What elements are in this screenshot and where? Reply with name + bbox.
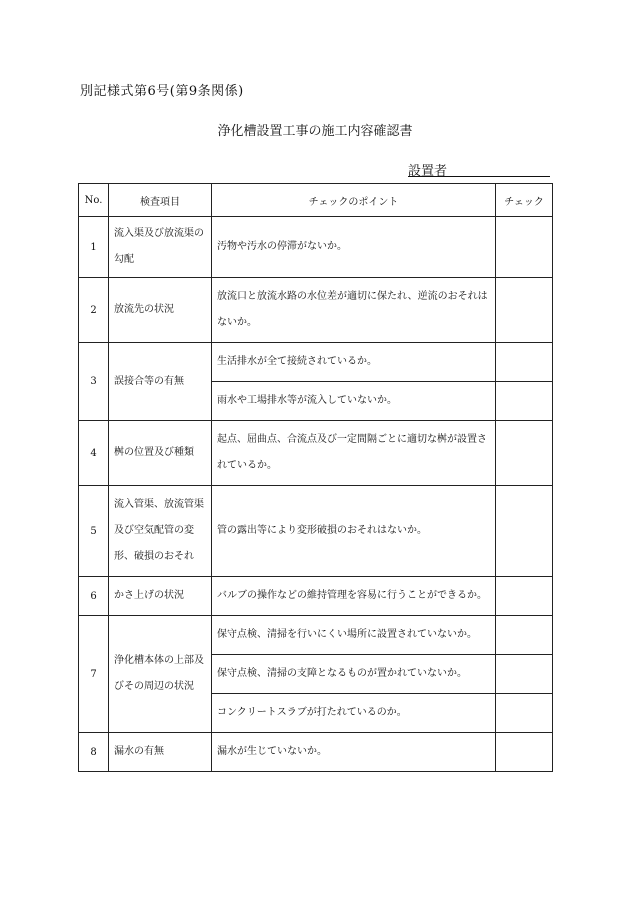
table-row (79, 421, 553, 486)
check-cell[interactable] (496, 486, 553, 577)
installer-label: 設置者 (408, 164, 448, 179)
inspection-item: かさ上げの状況 (109, 577, 212, 616)
row-number: 8 (79, 733, 109, 772)
check-cell[interactable] (496, 733, 553, 772)
check-cell[interactable] (496, 616, 553, 655)
check-cell[interactable] (496, 655, 553, 694)
row-number: 6 (79, 577, 109, 616)
row-number: 1 (79, 217, 109, 278)
installer-field (408, 160, 550, 177)
row-number: 2 (79, 278, 109, 343)
form-number: 別記様式第6号(第9条関係) (80, 84, 244, 99)
inspection-item: 誤接合等の有無 (109, 343, 212, 421)
check-point: バルブの操作などの維持管理を容易に行うことができるか。 (212, 577, 496, 616)
check-point: 管の露出等により変形破損のおそれはないか。 (212, 486, 496, 577)
check-cell[interactable] (496, 217, 553, 278)
inspection-item: 漏水の有無 (109, 733, 212, 772)
check-cell[interactable] (496, 278, 553, 343)
table-row (79, 278, 553, 343)
inspection-checklist-table (78, 183, 553, 772)
inspection-item: 桝の位置及び種類 (109, 421, 212, 486)
check-cell[interactable] (496, 694, 553, 733)
table-header-row (79, 184, 553, 217)
row-number: 7 (79, 616, 109, 733)
check-point: 保守点検、清掃の支障となるものが置かれていないか。 (212, 655, 496, 694)
header-inspection-item: 検査項目 (109, 184, 212, 217)
table-row (79, 217, 553, 278)
check-point: 保守点検、清掃を行いにくい場所に設置されていないか。 (212, 616, 496, 655)
inspection-item: 放流先の状況 (109, 278, 212, 343)
row-number: 5 (79, 486, 109, 577)
check-point: コンクリートスラブが打たれているのか。 (212, 694, 496, 733)
table-row (79, 733, 553, 772)
check-point: 起点、屈曲点、合流点及び一定間隔ごとに適切な桝が設置されているか。 (212, 421, 496, 486)
inspection-item: 流入管渠、放流管渠及び空気配管の変形、破損のおそれ (109, 486, 212, 577)
header-no: No. (79, 184, 109, 217)
inspection-item: 浄化槽本体の上部及びその周辺の状況 (109, 616, 212, 733)
table-row (79, 577, 553, 616)
row-number: 3 (79, 343, 109, 421)
check-point: 雨水や工場排水等が流入していないか。 (212, 382, 496, 421)
check-point: 漏水が生じていないか。 (212, 733, 496, 772)
check-point: 汚物や汚水の停滞がないか。 (212, 217, 496, 278)
check-cell[interactable] (496, 382, 553, 421)
table-row (79, 343, 553, 382)
row-number: 4 (79, 421, 109, 486)
check-point: 生活排水が全て接続されているか。 (212, 343, 496, 382)
check-cell[interactable] (496, 577, 553, 616)
table-row (79, 486, 553, 577)
document-title: 浄化槽設置工事の施工内容確認書 (217, 124, 413, 139)
header-check: チェック (496, 184, 553, 217)
inspection-item: 流入渠及び放流渠の勾配 (109, 217, 212, 278)
table-row (79, 616, 553, 655)
check-cell[interactable] (496, 343, 553, 382)
header-check-point: チェックのポイント (212, 184, 496, 217)
check-cell[interactable] (496, 421, 553, 486)
check-point: 放流口と放流水路の水位差が適切に保たれ、逆流のおそれはないか。 (212, 278, 496, 343)
